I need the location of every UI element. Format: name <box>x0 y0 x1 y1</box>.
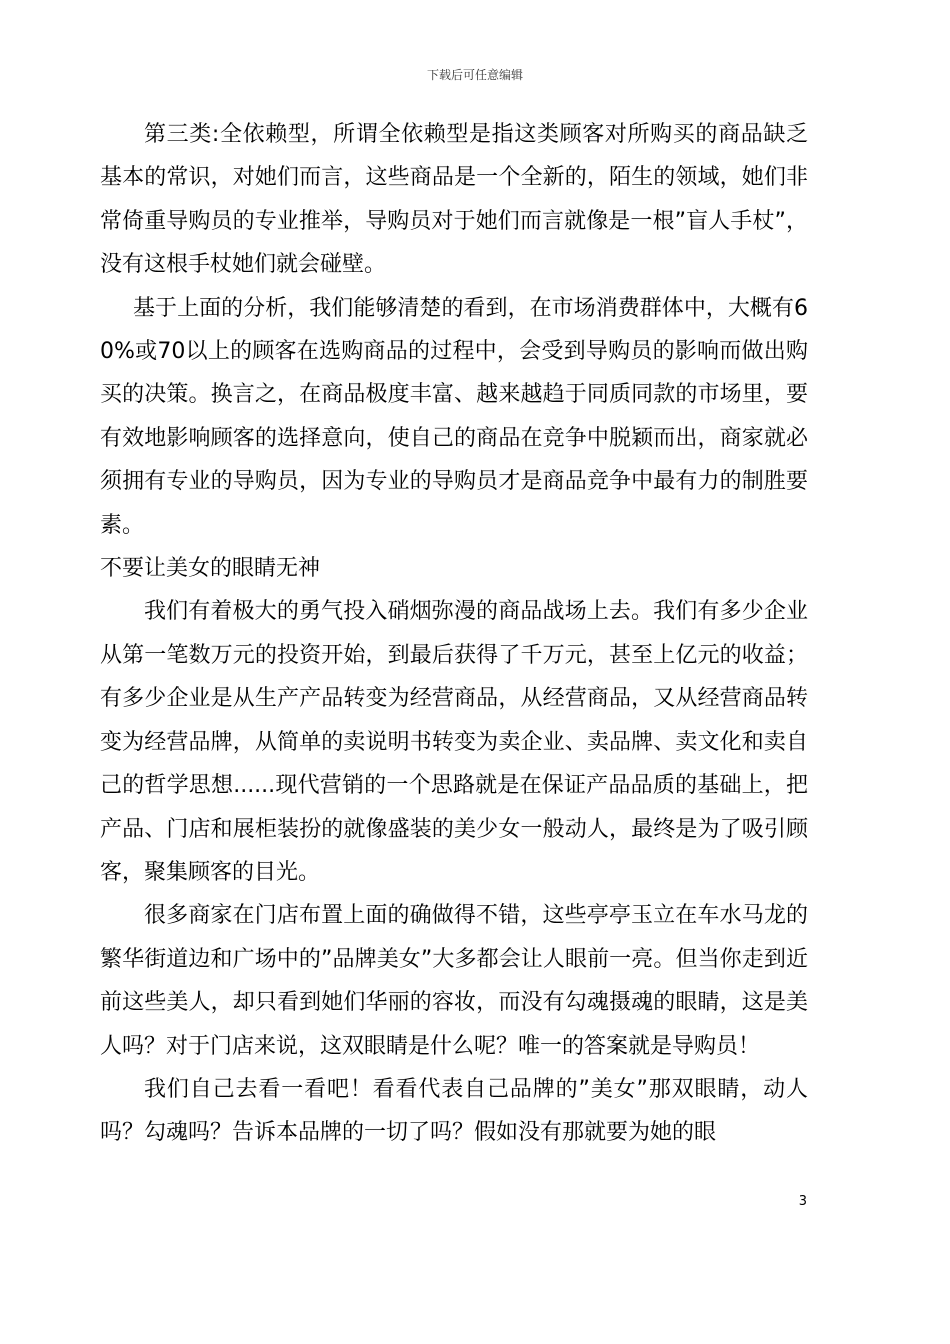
document-body <box>100 113 808 1155</box>
paragraph-look-at-brand: 我们自己去看一看吧！看看代表自己品牌的”美女”那双眼睛，动人吗？勾魂吗？告诉本品牌的一切了吗？假如没有那就要为她的眼 <box>100 1076 808 1146</box>
paragraph-marketing-battlefield: 我们有着极大的勇气投入硝烟弥漫的商品战场上去。我们有多少企业从第一笔数万元的投资开始，到最后获得了千万元，甚至上亿元的收益；有多少企业是从生产产品转变为经营商品，从经营商品，又从经营商品转变为经营品牌，从简单的卖说明书转变为卖企业、卖品牌、卖文化和卖自己的哲学思想......现代营销的一个思路就是在保证产品品质的基础上，把产品、门店和展柜装扮的就像盛装的美少女一般动人，最终是为了吸引顾客，聚集顾客的目光。 <box>100 599 808 885</box>
paragraph-full-dependence-type: 第三类:全依赖型，所谓全依赖型是指这类顾客对所购买的商品缺乏基本的常识，对她们而言，这些商品是一个全新的，陌生的领域，她们非常倚重导购员的专业推举，导购员对于她们而言就像是一根”盲人手杖”，没有这根手杖她们就会碰壁。 <box>100 122 808 278</box>
section-heading: 不要让美女的眼睛无神 <box>100 556 321 582</box>
page-number: 3 <box>798 1194 807 1209</box>
page-header-note: 下载后可任意编辑 <box>426 68 523 82</box>
paragraph-analysis-summary: 基于上面的分析，我们能够清楚的看到，在市场消费群体中，大概有60%或70以上的顾客在选购商品的过程中，会受到导购员的影响而做出购买的决策。换言之，在商品极度丰富、越来越趋于同质同款的市场里，要有效地影响顾客的选择意向，使自己的商品在竞争中脱颖而出，商家就必须拥有专业的导购员，因为专业的导购员才是商品竞争中最有力的制胜要素。 <box>100 295 808 538</box>
paragraph-store-layout: 很多商家在门店布置上面的确做得不错，这些亭亭玉立在车水马龙的繁华街道边和广场中的”品牌美女”大多都会让人眼前一亮。但当你走到近前这些美人，却只看到她们华丽的容妆，而没有勾魂摄魂的眼睛，这是美人吗？对于门店来说，这双眼睛是什么呢？唯一的答案就是导购员！ <box>100 903 808 1059</box>
